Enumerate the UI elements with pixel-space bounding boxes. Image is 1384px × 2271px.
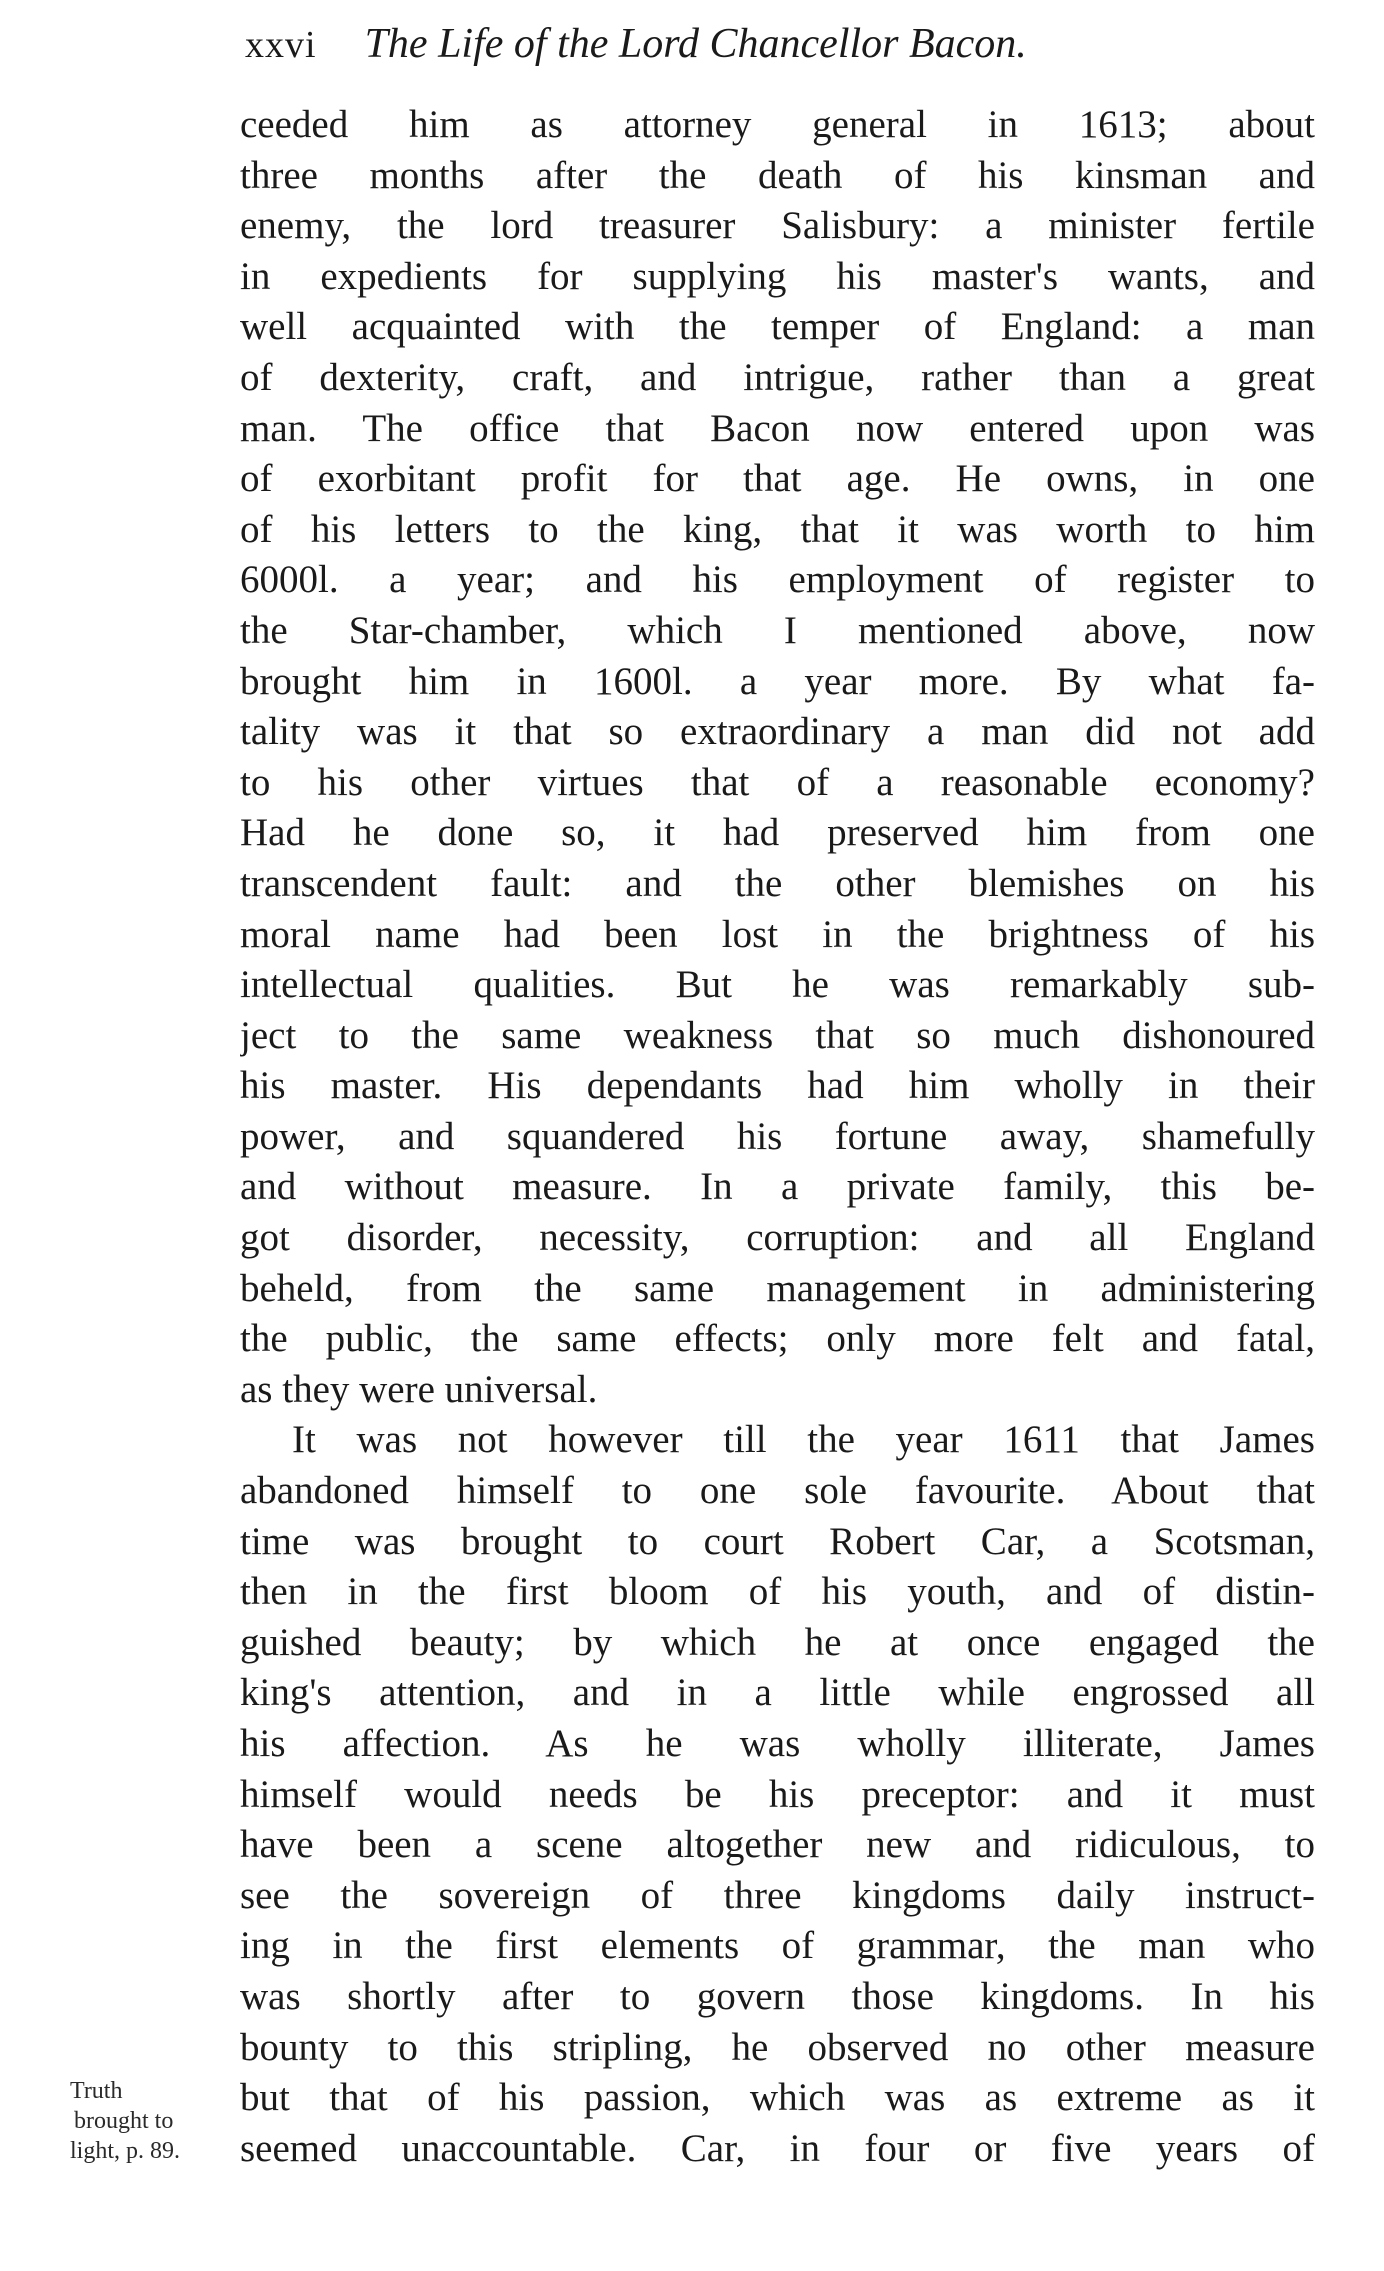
text-line: then in the first bloom of his youth, and of distin- bbox=[240, 1570, 1315, 1614]
text-line: was shortly after to govern those kingdoms. In his bbox=[240, 1974, 1315, 2018]
text-line: but that of his passion, which was as extreme as it bbox=[240, 2076, 1315, 2120]
text-line: and without measure. In a private family, this be- bbox=[240, 1165, 1315, 1209]
text-line-paragraph-start: It was not however till the year 1611 that James bbox=[292, 1418, 1315, 1462]
text-line: king's attention, and in a little while engrossed all bbox=[240, 1671, 1315, 1715]
text-line: guished beauty; by which he at once engaged the bbox=[240, 1620, 1315, 1664]
body-text bbox=[240, 100, 1315, 2174]
margin-note-line: brought to bbox=[74, 2108, 174, 2134]
text-line: brought him in 1600l. a year more. By what fa- bbox=[240, 659, 1315, 703]
text-line: the public, the same effects; only more felt and fatal, bbox=[240, 1317, 1315, 1361]
text-line: in expedients for supplying his master's wants, and bbox=[240, 254, 1315, 298]
text-line: transcendent fault: and the other blemishes on his bbox=[240, 861, 1315, 905]
margin-note-line: Truth bbox=[70, 2078, 123, 2104]
text-line: of dexterity, craft, and intrigue, rather than a great bbox=[240, 355, 1315, 399]
text-line: ceeded him as attorney general in 1613; about bbox=[240, 103, 1315, 146]
text-line: 6000l. a year; and his employment of register to bbox=[240, 558, 1315, 602]
running-head bbox=[245, 20, 1325, 80]
text-line: got disorder, necessity, corruption: and all England bbox=[240, 1216, 1315, 1260]
text-line: Had he done so, it had preserved him from one bbox=[240, 811, 1315, 855]
text-line: his master. His dependants had him wholly in their bbox=[240, 1064, 1315, 1108]
margin-note-line: light, p. 89. bbox=[70, 2138, 181, 2164]
text-line: power, and squandered his fortune away, shamefully bbox=[240, 1114, 1315, 1158]
text-line-paragraph-end: as they were universal. bbox=[240, 1367, 598, 1411]
text-line: bounty to this stripling, he observed no other measure bbox=[240, 2025, 1315, 2069]
text-line: man. The office that Bacon now entered upon was bbox=[240, 406, 1315, 450]
text-line: tality was it that so extraordinary a man did not add bbox=[240, 710, 1315, 754]
text-line: himself would needs be his preceptor: and it must bbox=[240, 1772, 1315, 1816]
text-line: to his other virtues that of a reasonable economy? bbox=[240, 760, 1315, 804]
text-line: of exorbitant profit for that age. He owns, in one bbox=[240, 457, 1315, 501]
text-line: abandoned himself to one sole favourite. About that bbox=[240, 1469, 1315, 1513]
running-title: The Life of the Lord Chancellor Bacon. bbox=[364, 21, 1027, 67]
text-line: well acquainted with the temper of England: a man bbox=[240, 305, 1315, 349]
text-line: three months after the death of his kinsman and bbox=[240, 153, 1315, 197]
text-line: enemy, the lord treasurer Salisbury: a minister fertile bbox=[240, 204, 1315, 248]
text-line: time was brought to court Robert Car, a Scotsman, bbox=[240, 1519, 1315, 1563]
text-line: seemed unaccountable. Car, in four or five years of bbox=[240, 2126, 1315, 2170]
text-line: see the sovereign of three kingdoms daily instruct- bbox=[240, 1873, 1315, 1917]
text-line: beheld, from the same management in administering bbox=[240, 1266, 1315, 1310]
text-line: intellectual qualities. But he was remarkably sub- bbox=[240, 963, 1315, 1007]
text-line: ject to the same weakness that so much dishonoured bbox=[240, 1013, 1315, 1057]
text-line: the Star-chamber, which I mentioned above, now bbox=[240, 608, 1315, 652]
text-line: moral name had been lost in the brightness of his bbox=[240, 912, 1315, 956]
text-line: his affection. As he was wholly illiterate, James bbox=[240, 1722, 1315, 1765]
page-number: xxvi bbox=[245, 24, 317, 66]
margin-note bbox=[70, 2076, 230, 2166]
text-line: ing in the first elements of grammar, the man who bbox=[240, 1924, 1315, 1968]
text-line: of his letters to the king, that it was worth to him bbox=[240, 507, 1315, 551]
text-line: have been a scene altogether new and ridiculous, to bbox=[240, 1823, 1315, 1867]
